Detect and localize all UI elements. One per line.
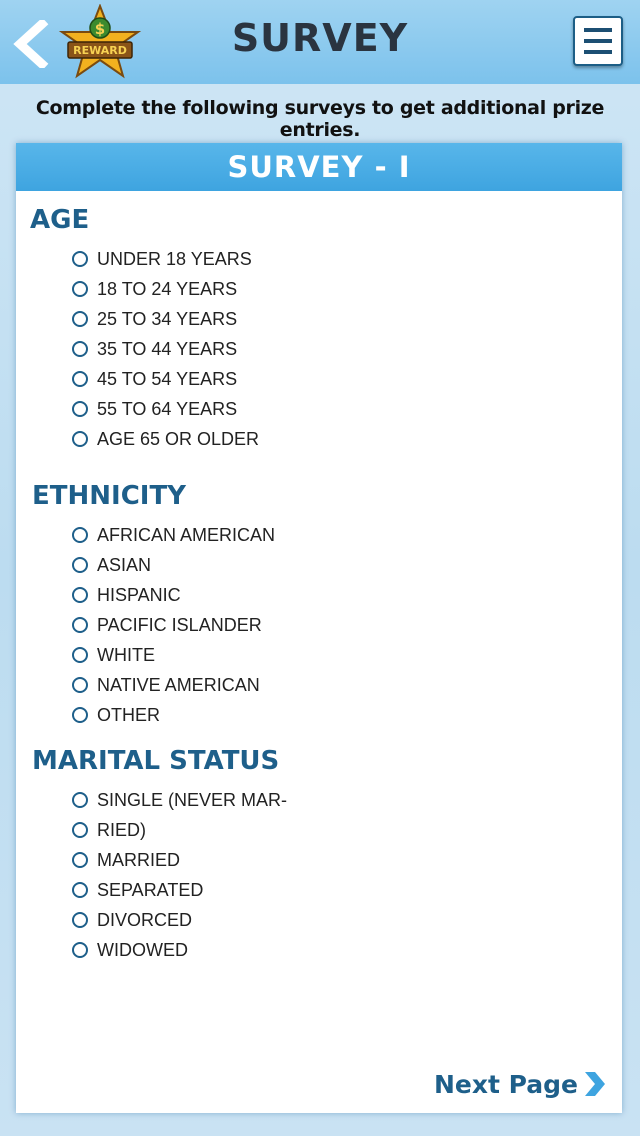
option-label: SEPARATED — [97, 879, 204, 900]
radio-circle-icon — [72, 281, 88, 297]
option-label: 45 TO 54 YEARS — [97, 368, 238, 389]
menu-button[interactable] — [573, 16, 623, 66]
radio-circle-icon — [72, 527, 88, 543]
radio-circle-icon — [72, 882, 88, 898]
radio-option[interactable] — [72, 877, 203, 903]
section-title-marital-status: MARITAL STATUS — [32, 746, 280, 776]
radio-option[interactable] — [72, 787, 287, 813]
radio-option[interactable] — [72, 522, 275, 548]
radio-circle-icon — [72, 371, 88, 387]
option-label: RIED) — [97, 819, 146, 840]
survey-card — [16, 143, 622, 1113]
chevron-right-icon — [582, 1070, 606, 1098]
option-label: 55 TO 64 YEARS — [97, 398, 238, 419]
option-label: OTHER — [97, 704, 160, 725]
intro-text: Complete the following surveys to get additional prize entries. — [35, 97, 605, 141]
radio-option[interactable] — [72, 366, 237, 392]
radio-circle-icon — [72, 852, 88, 868]
option-label: 18 TO 24 YEARS — [97, 278, 238, 299]
radio-circle-icon — [72, 251, 88, 267]
option-label: UNDER 18 YEARS — [97, 248, 252, 269]
radio-option[interactable] — [72, 937, 188, 963]
section-title-ethnicity: ETHNICITY — [32, 481, 187, 511]
option-label: SINGLE (NEVER MAR- — [97, 789, 288, 810]
survey-title: SURVEY - I — [16, 143, 622, 191]
radio-circle-icon — [72, 912, 88, 928]
radio-option[interactable] — [72, 336, 237, 362]
radio-option[interactable] — [72, 276, 237, 302]
option-label: DIVORCED — [97, 909, 193, 930]
radio-circle-icon — [72, 617, 88, 633]
radio-circle-icon — [72, 587, 88, 603]
top-bar — [0, 0, 640, 84]
radio-circle-icon — [72, 341, 88, 357]
radio-circle-icon — [72, 401, 88, 417]
option-label: 25 TO 34 YEARS — [97, 308, 238, 329]
radio-circle-icon — [72, 792, 88, 808]
logo-text: REWARD — [73, 44, 127, 57]
option-label: 35 TO 44 YEARS — [97, 338, 238, 359]
section-title-age: AGE — [30, 205, 90, 235]
option-label: MARRIED — [97, 849, 181, 870]
radio-option[interactable] — [72, 306, 237, 332]
radio-option[interactable] — [72, 396, 237, 422]
option-label: ASIAN — [97, 554, 152, 575]
radio-option[interactable] — [72, 817, 146, 843]
radio-circle-icon — [72, 557, 88, 573]
radio-option[interactable] — [72, 907, 192, 933]
radio-circle-icon — [72, 822, 88, 838]
option-label: PACIFIC ISLANDER — [97, 614, 262, 635]
page-title: SURVEY — [231, 16, 409, 60]
radio-option[interactable] — [72, 672, 260, 698]
radio-option[interactable] — [72, 642, 155, 668]
radio-option[interactable] — [72, 426, 259, 452]
radio-option[interactable] — [72, 582, 181, 608]
radio-option[interactable] — [72, 552, 151, 578]
radio-option[interactable] — [72, 246, 252, 272]
radio-option[interactable] — [72, 612, 262, 638]
option-label: NATIVE AMERICAN — [97, 674, 260, 695]
radio-option[interactable] — [72, 847, 180, 873]
option-label: AGE 65 OR OLDER — [97, 428, 260, 449]
radio-circle-icon — [72, 677, 88, 693]
option-label: WHITE — [97, 644, 155, 665]
dollar-icon: $ — [94, 20, 106, 38]
radio-circle-icon — [72, 431, 88, 447]
option-label: AFRICAN AMERICAN — [97, 524, 276, 545]
radio-circle-icon — [72, 942, 88, 958]
option-label: WIDOWED — [97, 939, 188, 960]
radio-circle-icon — [72, 707, 88, 723]
radio-circle-icon — [72, 311, 88, 327]
next-page-label: Next Page — [433, 1069, 578, 1099]
radio-option[interactable] — [72, 702, 160, 728]
radio-circle-icon — [72, 647, 88, 663]
next-page-button[interactable] — [434, 1067, 606, 1101]
option-label: HISPANIC — [97, 584, 181, 605]
